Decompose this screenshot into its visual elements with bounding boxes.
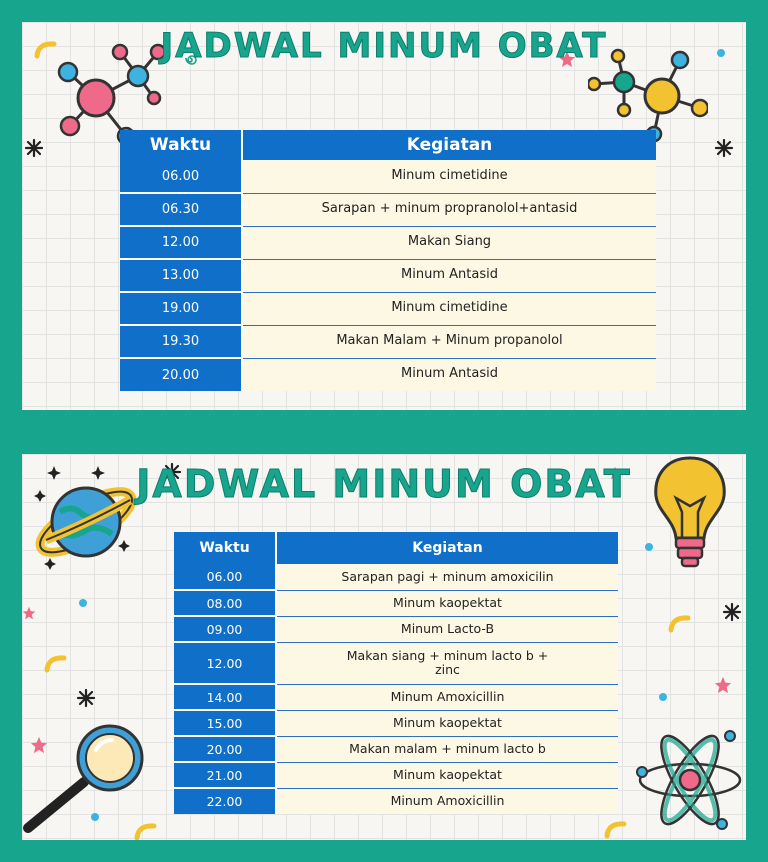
schedule-table xyxy=(120,130,656,391)
time-cell: 06.00 xyxy=(174,564,276,590)
time-cell: 12.00 xyxy=(174,642,276,684)
column-header-activity: Kegiatan xyxy=(276,532,618,564)
column-header-time: Waktu xyxy=(174,532,276,564)
dot-icon xyxy=(78,598,88,608)
time-cell: 09.00 xyxy=(174,616,276,642)
dot-icon xyxy=(658,692,668,702)
table-row xyxy=(120,358,656,391)
time-cell: 19.00 xyxy=(120,292,242,325)
magnifier-icon xyxy=(22,720,152,836)
dot-icon xyxy=(644,542,654,552)
asterisk-icon xyxy=(722,602,742,622)
dot-icon xyxy=(90,812,100,822)
table-row xyxy=(120,325,656,358)
star-icon xyxy=(22,606,36,620)
squiggle-icon xyxy=(134,822,158,840)
time-cell: 06.00 xyxy=(120,160,242,193)
activity-cell: Minum cimetidine xyxy=(242,292,656,325)
table-row xyxy=(174,564,618,590)
activity-cell: Minum cimetidine xyxy=(242,160,656,193)
time-cell: 14.00 xyxy=(174,684,276,710)
time-cell: 20.00 xyxy=(120,358,242,391)
asterisk-icon xyxy=(76,688,96,708)
table-row xyxy=(120,259,656,292)
table-row xyxy=(174,736,618,762)
activity-cell: Makan Siang xyxy=(242,226,656,259)
time-cell: 13.00 xyxy=(120,259,242,292)
time-cell: 20.00 xyxy=(174,736,276,762)
schedule-slide-1 xyxy=(22,22,746,410)
activity-cell: Makan siang + minum lacto b + zinc xyxy=(276,642,618,684)
activity-cell: Minum kaopektat xyxy=(276,590,618,616)
activity-cell: Minum Antasid xyxy=(242,358,656,391)
column-header-activity: Kegiatan xyxy=(242,130,656,160)
activity-cell: Makan Malam + Minum propanolol xyxy=(242,325,656,358)
table-row xyxy=(120,160,656,193)
activity-cell: Minum Antasid xyxy=(242,259,656,292)
time-cell: 12.00 xyxy=(120,226,242,259)
squiggle-icon xyxy=(604,820,628,840)
squiggle-icon xyxy=(44,654,68,674)
table-row xyxy=(174,710,618,736)
table-row xyxy=(174,616,618,642)
activity-cell: Minum Amoxicillin xyxy=(276,684,618,710)
page-title: JADWAL MINUM OBAT xyxy=(136,462,632,506)
asterisk-icon xyxy=(714,138,734,158)
column-header-time: Waktu xyxy=(120,130,242,160)
activity-cell: Minum Lacto-B xyxy=(276,616,618,642)
table-row xyxy=(120,193,656,226)
time-cell: 22.00 xyxy=(174,788,276,814)
activity-cell: Sarapan pagi + minum amoxicilin xyxy=(276,564,618,590)
table-row xyxy=(174,642,618,684)
table-row xyxy=(174,788,618,814)
activity-cell: Makan malam + minum lacto b xyxy=(276,736,618,762)
activity-cell: Minum kaopektat xyxy=(276,710,618,736)
activity-cell: Sarapan + minum propranolol+antasid xyxy=(242,193,656,226)
squiggle-icon xyxy=(668,614,692,634)
star-icon xyxy=(714,676,732,694)
table-row xyxy=(174,684,618,710)
time-cell: 06.30 xyxy=(120,193,242,226)
page-title: JADWAL MINUM OBAT xyxy=(160,26,608,66)
table-row xyxy=(174,762,618,788)
time-cell: 15.00 xyxy=(174,710,276,736)
schedule-table xyxy=(174,532,618,814)
time-cell: 08.00 xyxy=(174,590,276,616)
asterisk-icon xyxy=(24,138,44,158)
table-row xyxy=(120,292,656,325)
activity-cell: Minum Amoxicillin xyxy=(276,788,618,814)
time-cell: 21.00 xyxy=(174,762,276,788)
table-row xyxy=(120,226,656,259)
table-row xyxy=(174,590,618,616)
atom-icon xyxy=(634,724,746,836)
activity-cell: Minum kaopektat xyxy=(276,762,618,788)
schedule-slide-2 xyxy=(22,454,746,840)
time-cell: 19.30 xyxy=(120,325,242,358)
